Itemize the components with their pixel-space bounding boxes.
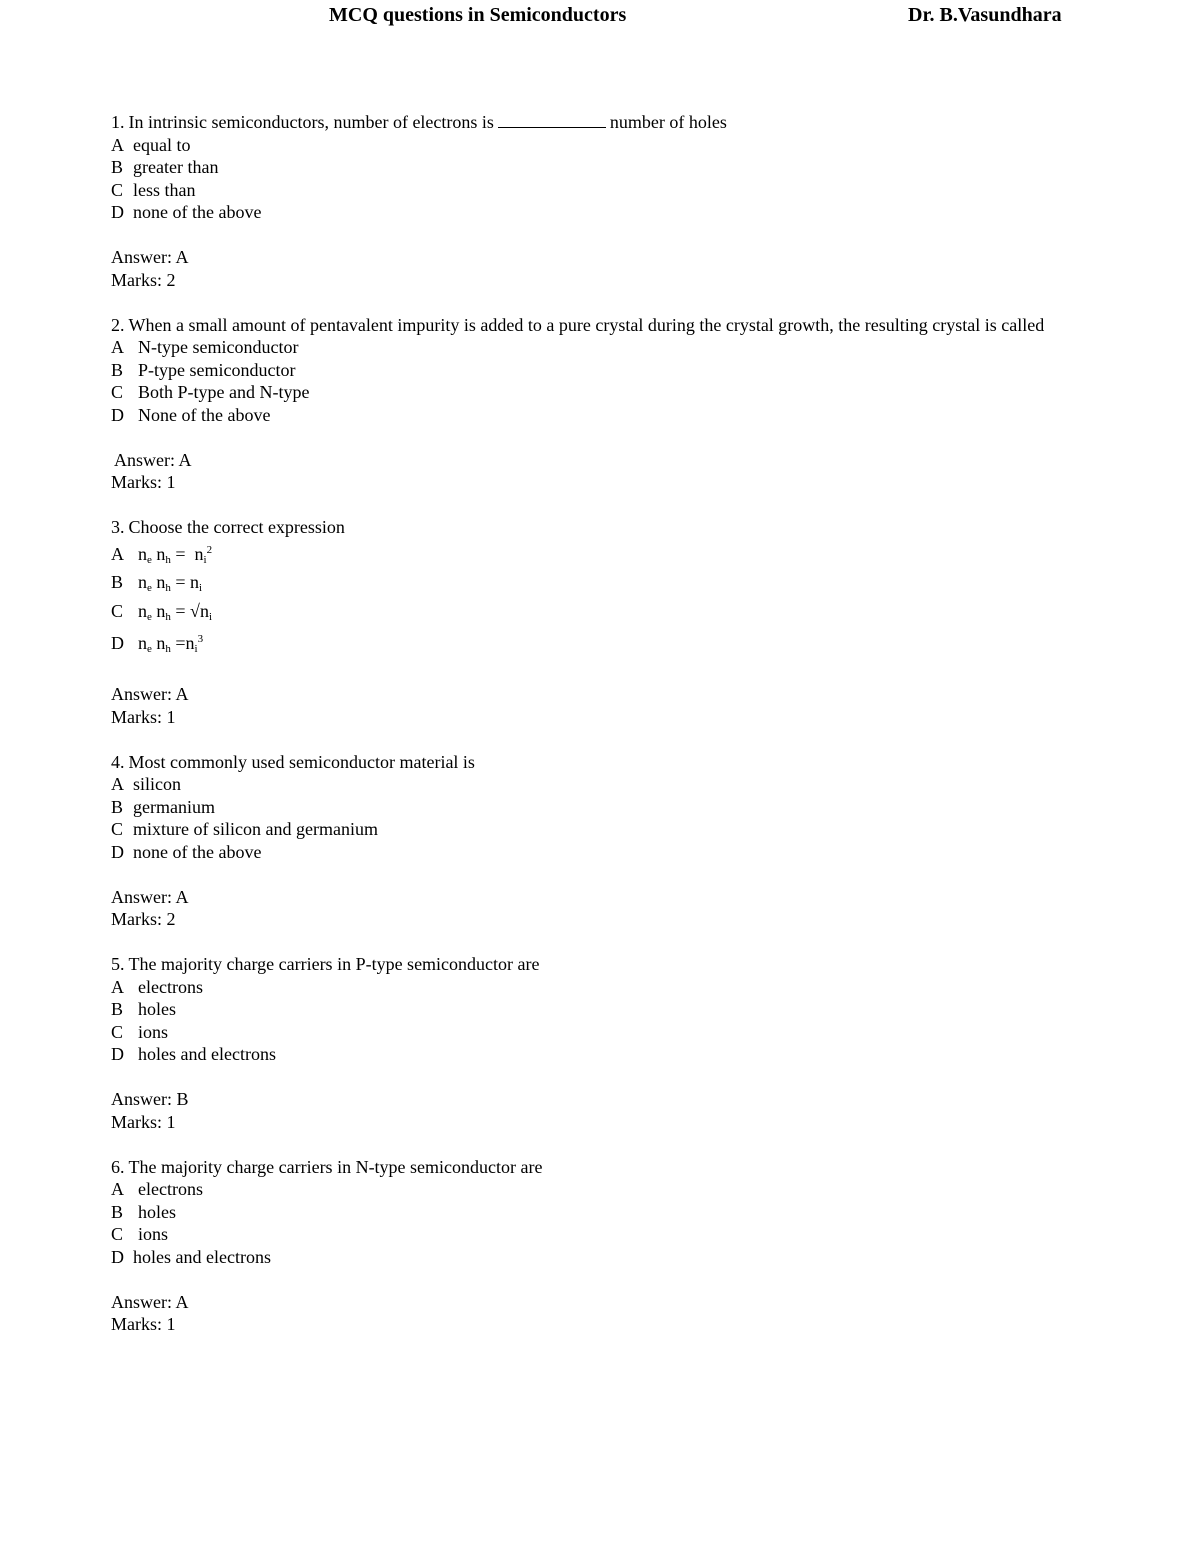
marks: Marks: 1 (111, 1314, 176, 1334)
option-d: D none of the above (111, 841, 262, 862)
question-text: 5. The majority charge carriers in P-type semiconductor are (111, 954, 540, 974)
option-c: C less than (111, 179, 196, 200)
question-text: 4. Most commonly used semiconductor material is (111, 751, 475, 772)
square-root-symbol: √ (190, 600, 200, 621)
option-a: A silicon (111, 774, 181, 794)
option-d: D holes and electrons (111, 1044, 276, 1064)
marks: Marks: 1 (111, 472, 176, 492)
question-6 (111, 1156, 1091, 1336)
option-c: C $n_e$ $n_h = √n_i$ (111, 600, 212, 623)
question-4 (111, 751, 1091, 931)
question-1 (111, 111, 1091, 291)
answer: Answer: A (111, 684, 189, 704)
question-number: 6. (111, 1156, 125, 1177)
expression: $n_e$ $n_h = n_i^2$ (138, 543, 213, 566)
option-a: A electrons (111, 976, 203, 997)
option-b: B holes (111, 1201, 176, 1222)
question-number: 4. (111, 751, 125, 772)
question-number: 2. (111, 314, 125, 335)
question-text: 1. In intrinsic semiconductors, number of electrons is number of holes (111, 112, 727, 132)
option-a: A $n_e$ $n_h = n_i^2$ (111, 543, 213, 566)
question-list (111, 111, 1091, 1358)
fill-in-blank (498, 111, 606, 128)
page-header (0, 4, 1200, 30)
marks: Marks: 1 (111, 1111, 176, 1132)
question-3 (111, 516, 1091, 728)
option-c: C ions (111, 1021, 169, 1042)
option-d: D None of the above (111, 404, 271, 425)
question-text: 3. Choose the correct expression (111, 517, 345, 537)
option-b: B P-type semiconductor (111, 359, 296, 380)
question-number: 1. (111, 112, 125, 132)
document-title: MCQ questions in Semiconductors (329, 4, 627, 26)
question-5 (111, 953, 1091, 1133)
answer: Answer: A (114, 449, 192, 470)
answer: Answer: B (111, 1089, 189, 1109)
marks: Marks: 2 (111, 269, 176, 290)
option-c: C ions (111, 1224, 169, 1244)
question-text: 2. When a small amount of pentavalent impurity is added to a pure crystal during the crystal growth, the resulting crystal is called (111, 314, 1045, 335)
option-a: A N-type semiconductor (111, 337, 299, 357)
question-2 (111, 314, 1091, 494)
option-c: C mixture of silicon and germanium (111, 819, 378, 839)
expression: $n_e$ $n_h =n_i^3$ (138, 633, 204, 655)
answer: Answer: A (111, 1291, 189, 1312)
document-author: Dr. B.Vasundhara (908, 4, 1062, 26)
option-b: B $n_e$ $n_h = n_i$ (111, 572, 203, 594)
option-b: B greater than (111, 157, 219, 177)
question-text: 6. The majority charge carriers in N-type semiconductor are (111, 1156, 543, 1177)
expression: $n_e$ $n_h = √n_i$ (138, 600, 212, 623)
option-d: D $n_e$ $n_h =n_i^3$ (111, 633, 204, 655)
marks: Marks: 1 (111, 706, 176, 727)
answer: Answer: A (111, 886, 189, 907)
option-d: D none of the above (111, 202, 262, 222)
option-b: B holes (111, 999, 176, 1019)
option-a: A electrons (111, 1179, 203, 1199)
option-d: D holes and electrons (111, 1246, 271, 1267)
option-a: A equal to (111, 134, 191, 155)
option-c: C Both P-type and N-type (111, 382, 310, 402)
option-b: B germanium (111, 796, 215, 817)
question-number: 5. (111, 954, 125, 974)
answer: Answer: A (111, 247, 189, 267)
expression: $n_e$ $n_h = n_i$ (138, 572, 203, 594)
question-number: 3. (111, 517, 125, 537)
marks: Marks: 2 (111, 909, 176, 929)
